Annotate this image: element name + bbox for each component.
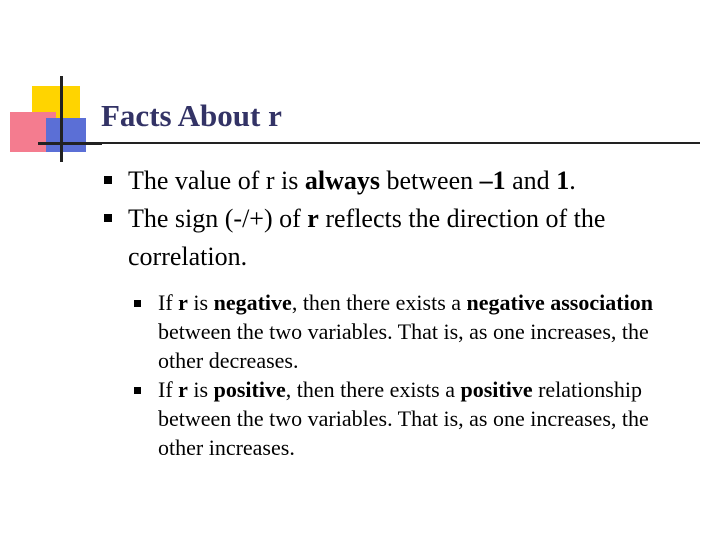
title-underline [60,142,700,144]
bullet-text: and [505,166,557,195]
bullet-text: The value of r is [128,166,305,195]
sub-bullet-text: between the two variables. That is, as one increases, the other decreases. [158,319,649,373]
bullet-bold-text: –1 [479,166,506,195]
sub-bullet-bold-text: negative [213,290,292,315]
sub-bullet-text: relationship between the two variables. That is, as one increases, the other increases. [158,377,649,460]
square-bullet-icon [134,300,141,307]
vertical-line-decoration [60,76,63,162]
sub-bullet-bold-text: positive [213,377,286,402]
bullet-list [104,162,684,460]
slide-title: Facts About r [101,98,282,133]
bullet-item [104,162,684,200]
sub-bullet-text: is [187,377,214,402]
bullet-bold-text: always [304,166,381,195]
sub-bullet-bold-text: positive [460,377,533,402]
square-bullet-icon [104,214,112,222]
sub-bullet-bold-text: r [178,290,188,315]
sub-bullet-text: , then there exists a [291,290,467,315]
bullet-text: . [569,166,576,195]
sub-bullet-bold-text: negative association [466,290,653,315]
sub-bullet-text: If [158,377,179,402]
sub-bullet-item [134,375,694,462]
bullet-bold-text: 1 [556,166,570,195]
square-bullet-icon [104,176,112,184]
sub-bullet-text: is [187,290,214,315]
bullet-text: The sign (-/+) of [128,204,308,233]
bullet-text: reflects the direction of the correlation. [128,204,606,271]
sub-bullet-list [134,288,694,462]
sub-bullet-item [134,288,694,375]
corner-decoration [0,0,120,170]
sub-bullet-text: If [158,290,179,315]
bullet-item [104,200,684,276]
sub-bullet-bold-text: r [178,377,188,402]
bullet-bold-text: r [307,204,319,233]
blue-square-decoration [46,118,86,152]
bullet-text: between [380,166,480,195]
sub-bullet-text: , then there exists a [285,377,461,402]
square-bullet-icon [134,387,141,394]
